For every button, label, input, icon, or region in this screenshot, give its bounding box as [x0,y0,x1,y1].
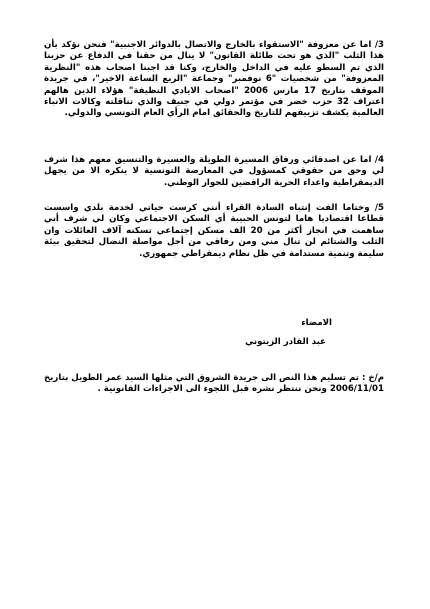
signature-name: عبد القادر الزيتوني [245,337,326,347]
paragraph-5: 5/ وختاما الفت إنتباه السادة القراء أنني كرست حياتي لخدمة بلدي واسست قطاعا اقتصاديا هاما لتونس الحبيبة أي السكن الاجتماعي وكان لي شرف أني ساهمت في انجاز أكثر من 20 الف مسكن إجتماعي تسكنه آلاف العائلات وان الثلب والشتائم لن تنال مني ومن رفاقي من أجل مواصلة النضال لتحقيق بيئة سليمة وتنمية مستدامة في ظل نظام ديمقراطي جمهوري. [44,203,385,259]
signature-label: الامضاء [301,318,332,328]
editor-note: م/خ : تم تسليم هذا النص الى جريدة الشروق التي مثلها السيد عمر الطويل بتاريخ 2006/11/01 ونحن ننتظر نشره قبل اللجوء الى الاجراءات القانونية . [43,373,384,395]
paragraph-3: 3/ اما عن معزوفة "الاستقواء بالخارج والاتصال بالدوائر الاجنبية" فنحن نؤكد بأن هذا الثلب "الذي هو تحت طائلة القانون" لا ينال من حقنا في الدفاع عن حزبنا الذي تم السطو عليه في الداخل والخارج، وكنا قد اجبنا اصحاب هذه "النظرية المعزوفة" من شخصيات "6 نوفمبر" وجماعة "الربع الساعة الاخير"، في جريدة الموقف بتاريخ 17 مارس 2006 "اصحاب الايادي النظيفة" هؤلاء الذين هالهم اعتراف 32 حزب خضر في مؤتمر دولي في جنيف والذي تناقلته وكالات الانباء العالمية يكشف تزييفهم للتاريخ والحقائق امام الرأي العام التونسي والدولي. [44,40,385,119]
paragraph-4: 4/ اما عن اصدقائي ورفاق المسيرة الطويلة والعسيرة والتنسيق معهم هذا شرف لي وحق من حقوقي كمسؤول في المعارضة التونسية لا ينكره الا من يجهل الديمقراطية واعداء الحرية الرافضين للحوار الوطني. [44,155,384,188]
